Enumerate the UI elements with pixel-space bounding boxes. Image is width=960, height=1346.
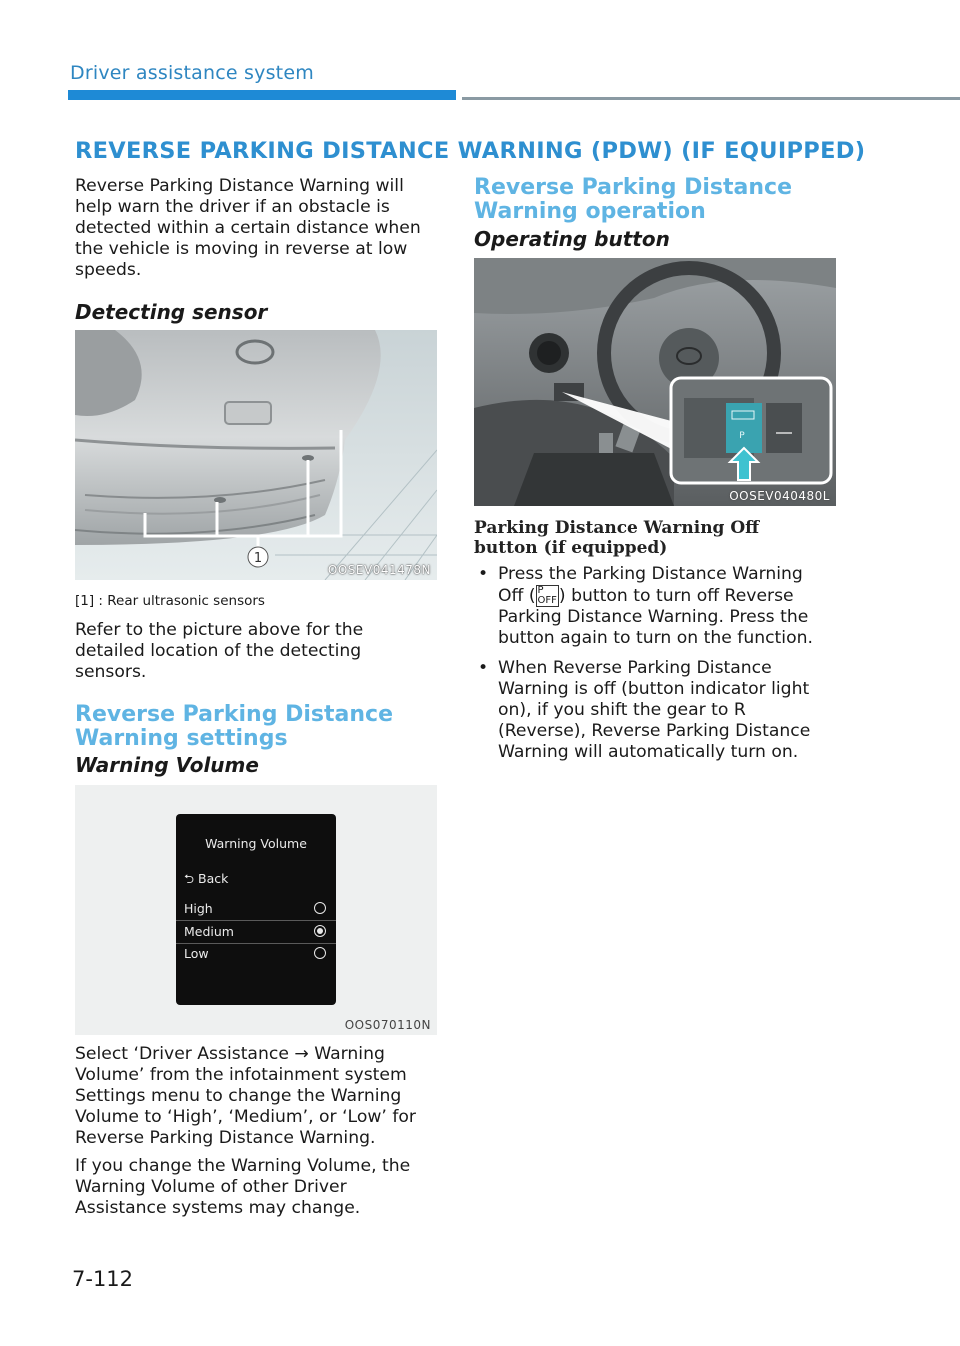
bullet-1-start: Press the Parking Distance Warning Off ( <box>498 564 803 606</box>
list-item: • When Reverse Parking Distance Warning is off (button indicator light on), if you shift the gear to R (Reverse), Reverse Parking Distance Warning will automatically turn on. <box>474 658 824 763</box>
option-label: High <box>184 901 213 916</box>
off-button-heading: Parking Distance Warning Off button (if equipped) <box>474 518 760 558</box>
sensor-caption: [1] : Rear ultrasonic sensors <box>75 593 265 609</box>
operation-heading-line-1: Reverse Parking Distance <box>474 175 793 200</box>
radio-off-icon <box>314 947 326 959</box>
warning-volume-heading: Warning Volume <box>75 753 259 777</box>
settings-heading-line-1: Reverse Parking Distance <box>75 702 394 727</box>
volume-option-high[interactable] <box>176 898 336 920</box>
dashboard-illustration <box>474 258 836 506</box>
parking-off-icon: P OFF <box>537 585 557 606</box>
operation-heading-line-2: Warning operation <box>474 199 706 224</box>
sensor-paragraph: Refer to the picture above for the detailed location of the detecting sensors. <box>75 620 364 682</box>
back-label: Back <box>198 871 229 886</box>
rear-bumper-illustration <box>75 330 437 580</box>
operation-heading <box>474 176 792 224</box>
off-button-instructions <box>474 564 824 772</box>
volume-option-medium[interactable] <box>176 920 336 944</box>
volume-option-low[interactable] <box>176 943 336 965</box>
radio-on-icon <box>314 925 326 937</box>
screen-title: Warning Volume <box>205 836 307 851</box>
cluster-screen <box>176 814 336 1005</box>
settings-heading-line-2: Warning settings <box>75 726 288 751</box>
radio-off-icon <box>314 902 326 914</box>
figure-code: OOSEV040480L <box>729 489 830 503</box>
volume-note: If you change the Warning Volume, the Warning Volume of other Driver Assistance systems may change. <box>75 1156 411 1218</box>
svg-text:P: P <box>739 431 745 441</box>
option-label: Low <box>184 946 209 961</box>
back-arrow-icon: ⮌ <box>184 871 195 886</box>
operating-button-figure <box>474 258 836 506</box>
operating-button-heading: Operating button <box>474 227 670 251</box>
header-bar-rule <box>462 97 960 100</box>
list-item <box>474 564 824 649</box>
volume-paragraph: Select ‘Driver Assistance → Warning Volume’ from the infotainment system Settings menu to change the Warning Volume to ‘High’, ‘Medium’, or ‘Low’ for Reverse Parking Distance Warning. <box>75 1044 416 1148</box>
figure-code: OOSEV041478N <box>327 563 431 577</box>
detecting-sensor-heading: Detecting sensor <box>75 300 268 324</box>
callout-number: 1 <box>253 551 263 566</box>
bullet-1-end: ) button to turn off Reverse Parking Distance Warning. Press the button again to turn on the function. <box>498 586 813 648</box>
chapter-title: Driver assistance system <box>70 62 314 84</box>
settings-heading <box>75 703 393 751</box>
rear-sensor-figure <box>75 330 437 580</box>
intro-paragraph: Reverse Parking Distance Warning will help warn the driver if an obstacle is detected within a certain distance when the vehicle is moving in reverse at low speeds. <box>75 176 421 280</box>
figure-code: OOS070110N <box>344 1018 431 1032</box>
option-label: Medium <box>184 924 234 939</box>
page-number: 7-112 <box>72 1267 134 1291</box>
header-bar-accent <box>68 90 456 100</box>
back-item[interactable] <box>184 870 228 891</box>
section-title: REVERSE PARKING DISTANCE WARNING (PDW) (IF EQUIPPED) <box>75 138 866 164</box>
warning-volume-figure <box>75 785 437 1035</box>
